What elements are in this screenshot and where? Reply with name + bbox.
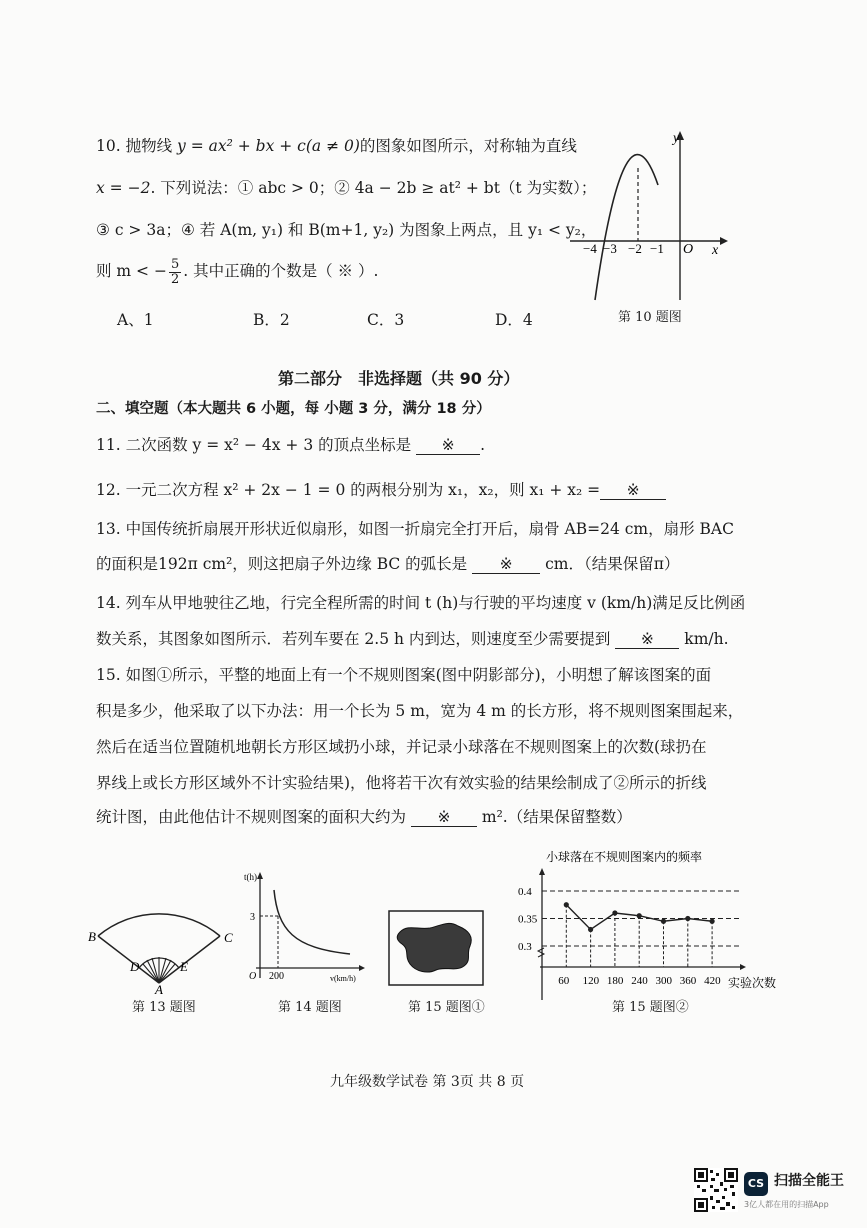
fig15-1-shaded-pattern	[397, 923, 471, 972]
fig13-fan-figure	[85, 880, 245, 995]
fig13-caption: 第 13 题图	[132, 1000, 196, 1015]
chart-x-tick-label: 300	[655, 975, 672, 987]
fig13-inner-ribs	[143, 957, 175, 983]
chart-y-tick-label: 0.3	[518, 941, 532, 953]
fig14-xtick: 200	[269, 971, 284, 982]
fig13-label-c: C	[224, 930, 233, 945]
fig10-y-label: y	[673, 131, 680, 146]
fig15-1-caption: 第 15 题图①	[408, 1000, 485, 1015]
fig14-x-label: v(km/h)	[330, 974, 356, 983]
q10-line4	[96, 258, 378, 286]
q12-text: 12. 一元二次方程 x² + 2x − 1 = 0 的两根分别为 x₁，x₂，则 x₁ + x₂ =	[96, 481, 601, 499]
fig14-y-label: t(h)	[244, 872, 257, 882]
fig15-1-irregular-shape	[388, 910, 484, 986]
q15-unit: m².（结果保留整数）	[481, 808, 632, 826]
q10-line3	[96, 223, 596, 239]
fig14-caption: 第 14 题图	[278, 1000, 342, 1015]
q10-option-c: C．3	[367, 311, 405, 329]
q11-answer-blank: ※	[416, 438, 480, 455]
fig10-tick-minus4: −4	[583, 241, 597, 256]
chart-data-point	[588, 927, 593, 932]
q14-text: 数关系，其图象如图所示．若列车要在 2.5 h 内到达，则速度至少需要提到	[96, 630, 611, 648]
chart-y-arrow	[539, 868, 545, 875]
q10-axis: x = −2	[96, 179, 151, 197]
q10-statements-3-4: ③ c > 3a；④ 若 A(m, y₁) 和 B(m+1, y₂) 为图象上两点，且 y₁ < y₂，	[96, 221, 597, 239]
q10-fraction	[169, 258, 181, 286]
q10-option-d: D．4	[495, 311, 533, 329]
q15-line1: 15. 如图①所示，平整的地面上有一个不规则图案(图中阴影部分)，小明想了解该图案的面	[96, 666, 712, 684]
fig14-hyperbola	[274, 890, 350, 954]
q14-line1: 14. 列车从甲地驶往乙地，行完全程所需的时间 t (h)与行驶的平均速度 v (km/h)满足反比例函	[96, 594, 746, 612]
fig10-parabola-curve	[595, 155, 658, 300]
scanner-app-name: 扫描全能王	[774, 1173, 844, 1189]
q13-line2	[96, 557, 679, 574]
q11-text: 11. 二次函数 y = x² − 4x + 3 的顶点坐标是	[96, 436, 412, 454]
chart-axis-break	[538, 948, 544, 957]
chart-x-tick-label: 120	[582, 975, 600, 987]
fig14-inverse-graph	[238, 868, 368, 988]
fig15-2-caption: 第 15 题图②	[612, 1000, 689, 1015]
q14-unit: km/h.	[684, 630, 729, 648]
q10-question: . 其中正确的个数是（ ※ ）.	[183, 262, 379, 281]
part2-title: 第二部分 非选择题（共 90 分）	[278, 369, 520, 388]
q12	[96, 483, 666, 500]
chart-data-point	[637, 913, 642, 918]
q14-answer-blank: ※	[615, 632, 679, 649]
q11-end: .	[480, 436, 486, 454]
q15-line5	[96, 810, 632, 827]
chart-x-tick-label: 240	[631, 975, 648, 987]
fig10-x-arrow	[720, 237, 728, 245]
q10-option-a: A、1	[117, 311, 154, 329]
fig15-2-frequency-chart	[508, 845, 798, 1003]
chart-data-point	[612, 910, 617, 915]
q12-answer-blank: ※	[600, 483, 666, 500]
chart-x-tick-label: 60	[558, 975, 570, 987]
fig13-label-b: B	[88, 929, 96, 944]
q10-text-post: 的图象如图所示，对称轴为直线	[359, 137, 577, 155]
chart-title: 小球落在不规则图案内的频率	[546, 850, 703, 864]
q10-text-pre: 抛物线	[125, 137, 173, 155]
q14-line2	[96, 632, 729, 649]
q15-line3: 然后在适当位置随机地朝长方形区域扔小球，并记录小球落在不规则图案上的次数(球扔在	[96, 738, 707, 756]
fig13-label-a: A	[155, 982, 163, 995]
fig13-label-d: D	[130, 959, 140, 974]
fig10-tick-minus1: −1	[650, 241, 664, 256]
fig13-label-e: E	[180, 959, 188, 974]
fig10-tick-minus3: −3	[603, 241, 617, 256]
q10-cond-pre: 则 m < −	[96, 262, 167, 281]
q10-formula: y = ax² + bx + c(a ≠ 0)	[177, 137, 360, 155]
q13-line1: 13. 中国传统折扇展开形状近似扇形，如图一折扇完全打开后，扇骨 AB=24 cm，扇形 BAC	[96, 520, 734, 538]
fig13-fan-outer-arc	[98, 914, 220, 936]
camscanner-logo: CS	[744, 1172, 768, 1196]
chart-data-point	[564, 902, 569, 907]
fig14-x-arrow	[359, 965, 365, 971]
chart-y-tick-label: 0.4	[518, 886, 532, 898]
page-footer: 九年级数学试卷 第 3页 共 8 页	[330, 1074, 525, 1090]
q10-line2	[96, 181, 596, 197]
fig10-x-label: x	[712, 243, 719, 258]
q13-unit: cm．（结果保留π）	[545, 555, 680, 573]
fig14-y-arrow	[257, 872, 263, 879]
scanner-app-slogan: 3亿人都在用的扫描App	[744, 1200, 829, 1209]
qr-code-icon	[694, 1168, 738, 1212]
q15-line2: 积是多少，他采取了以下办法：用一个长为 5 m，宽为 4 m 的长方形，将不规则图案围起来，	[96, 702, 744, 720]
chart-x-tick-label: 180	[606, 975, 624, 987]
fill-in-section-heading: 二、填空题（本大题共 6 小题，每 小题 3 分，满分 18 分）	[96, 401, 491, 417]
q15-text: 统计图，由此他估计不规则图案的面积大约为	[96, 808, 407, 826]
q10-statements-1-2: . 下列说法：① abc > 0；② 4a − 2b ≥ at² + bt（t 为实数）；	[150, 179, 597, 197]
chart-x-tick-label: 420	[704, 975, 721, 987]
fig10-caption: 第 10 题图	[618, 310, 682, 325]
chart-data-point	[710, 919, 715, 924]
q15-answer-blank: ※	[411, 810, 477, 827]
q13-answer-blank: ※	[472, 557, 540, 574]
q13-text: 的面积是192π cm²，则这把扇子外边缘 BC 的弧长是	[96, 555, 468, 573]
fig14-origin: O	[249, 971, 257, 982]
q10-number: 10.	[96, 137, 121, 155]
fig10-tick-minus2: −2	[628, 241, 642, 256]
q10-line1	[96, 139, 577, 155]
chart-x-tick-label: 360	[679, 975, 697, 987]
chart-data-point	[661, 919, 666, 924]
q10-option-b: B．2	[253, 311, 290, 329]
fig14-ytick: 3	[250, 912, 255, 923]
chart-y-tick-label: 0.35	[518, 913, 538, 926]
fraction-numerator: 5	[170, 257, 180, 272]
q15-line4: 界线上或长方形区域外不计实验结果)，他将若干次有效实验的结果绘制成了②所示的折线	[96, 774, 707, 792]
q11	[96, 438, 485, 455]
fig10-origin-label: O	[683, 242, 694, 257]
chart-x-label: 实验次数	[728, 976, 777, 990]
fig10-parabola-graph	[565, 128, 730, 303]
chart-x-arrow	[740, 964, 746, 970]
chart-data-point	[685, 916, 690, 921]
fraction-denominator: 2	[170, 271, 180, 287]
